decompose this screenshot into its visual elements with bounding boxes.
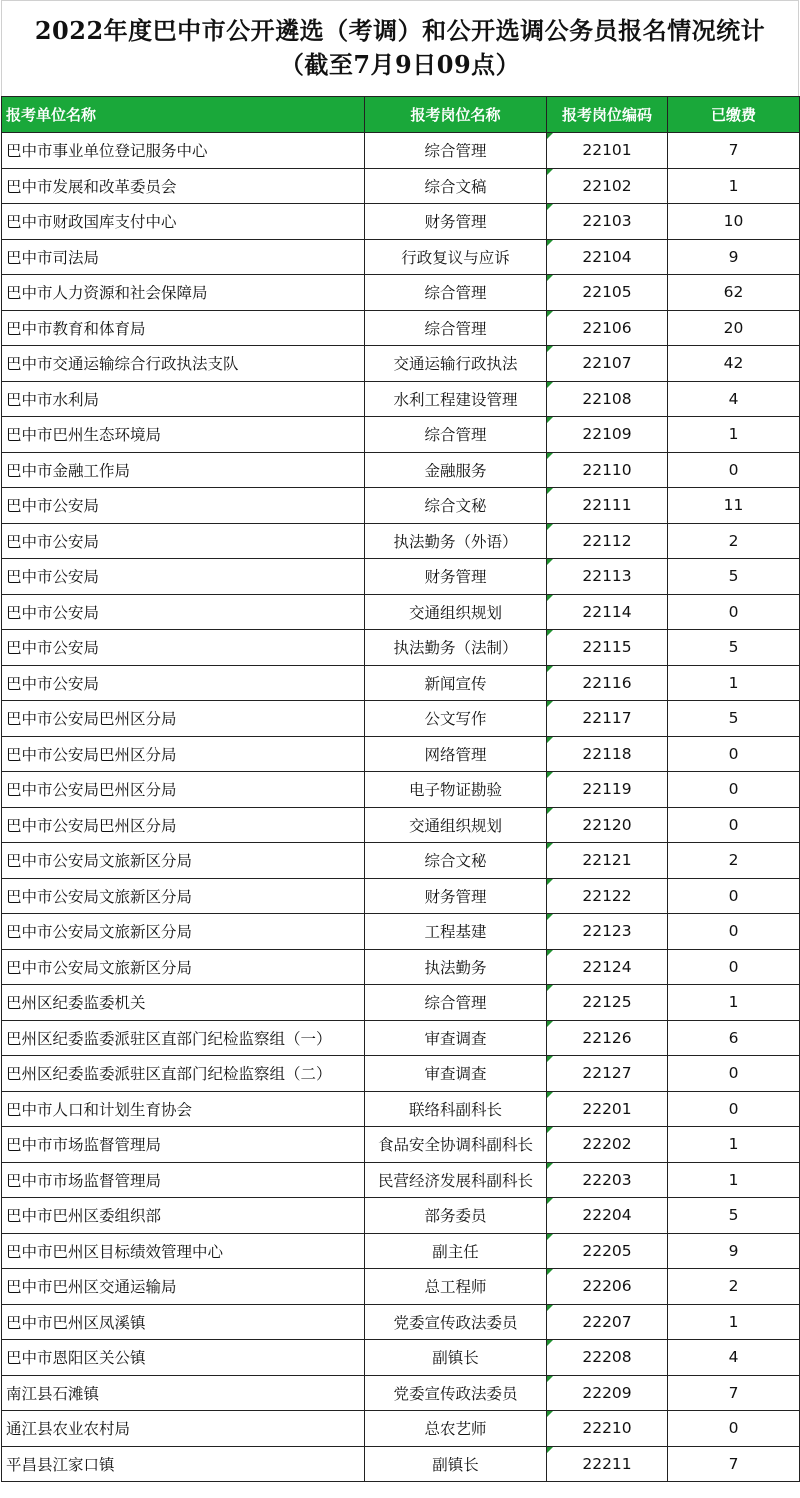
code-cell[interactable]: 22115 [547,630,668,666]
post-cell[interactable]: 行政复议与应诉 [365,239,547,275]
paid-cell[interactable]: 1 [668,985,800,1021]
paid-cell[interactable]: 62 [668,275,800,311]
post-cell[interactable]: 执法勤务（外语） [365,523,547,559]
post-cell[interactable]: 总农艺师 [365,1411,547,1447]
paid-cell[interactable]: 4 [668,381,800,417]
unit-cell[interactable]: 巴中市公安局 [2,559,365,595]
post-cell[interactable]: 工程基建 [365,914,547,950]
table-row [2,488,800,524]
post-cell[interactable]: 新闻宣传 [365,665,547,701]
code-cell[interactable]: 22210 [547,1411,668,1447]
table-row [2,310,800,346]
table-row [2,1056,800,1092]
table-row [2,559,800,595]
code-cell[interactable]: 22106 [547,310,668,346]
code-cell[interactable]: 22124 [547,949,668,985]
post-cell[interactable]: 审查调查 [365,1056,547,1092]
code-cell[interactable]: 22110 [547,452,668,488]
table-row [2,417,800,453]
table-row [2,985,800,1021]
paid-cell[interactable]: 5 [668,701,800,737]
page-title: 2022年度巴中市公开遴选（考调）和公开选调公务员报名情况统计 [34,16,766,45]
post-cell[interactable]: 审查调查 [365,1020,547,1056]
paid-cell[interactable]: 7 [668,1446,800,1482]
unit-cell[interactable]: 巴中市恩阳区关公镇 [2,1340,365,1376]
post-cell[interactable]: 交通组织规划 [365,594,547,630]
paid-cell[interactable]: 5 [668,1198,800,1234]
unit-cell[interactable]: 巴中市公安局 [2,630,365,666]
table-row [2,1198,800,1234]
post-cell[interactable]: 交通运输行政执法 [365,346,547,382]
unit-cell[interactable]: 巴中市公安局巴州区分局 [2,807,365,843]
header-post[interactable]: 报考岗位名称 [365,97,547,133]
paid-cell[interactable]: 4 [668,1340,800,1376]
post-cell[interactable]: 水利工程建设管理 [365,381,547,417]
post-cell[interactable]: 总工程师 [365,1269,547,1305]
unit-cell[interactable]: 巴中市司法局 [2,239,365,275]
code-cell[interactable]: 22119 [547,772,668,808]
code-cell[interactable]: 22202 [547,1127,668,1163]
unit-cell[interactable]: 巴中市公安局文旅新区分局 [2,949,365,985]
code-cell[interactable]: 22127 [547,1056,668,1092]
code-cell[interactable]: 22122 [547,878,668,914]
unit-cell[interactable]: 巴中市人力资源和社会保障局 [2,275,365,311]
code-cell[interactable]: 22101 [547,133,668,169]
paid-cell[interactable]: 0 [668,772,800,808]
title-block [1,0,799,96]
post-cell[interactable]: 网络管理 [365,736,547,772]
paid-cell[interactable]: 5 [668,559,800,595]
paid-cell[interactable]: 2 [668,843,800,879]
unit-cell[interactable]: 巴中市事业单位登记服务中心 [2,133,365,169]
post-cell[interactable]: 副主任 [365,1233,547,1269]
paid-cell[interactable]: 0 [668,1056,800,1092]
table-row [2,1269,800,1305]
code-cell[interactable]: 22111 [547,488,668,524]
code-cell[interactable]: 22114 [547,594,668,630]
unit-cell[interactable]: 巴中市巴州区委组织部 [2,1198,365,1234]
code-cell[interactable]: 22117 [547,701,668,737]
code-cell[interactable]: 22102 [547,168,668,204]
unit-cell[interactable]: 巴中市巴州区交通运输局 [2,1269,365,1305]
table-row [2,594,800,630]
table-row [2,204,800,240]
unit-cell[interactable]: 巴中市公安局文旅新区分局 [2,914,365,950]
post-cell[interactable]: 财务管理 [365,878,547,914]
unit-cell[interactable]: 巴中市公安局巴州区分局 [2,701,365,737]
paid-cell[interactable]: 9 [668,1233,800,1269]
table-row [2,914,800,950]
table-body [2,133,800,1482]
code-cell[interactable]: 22116 [547,665,668,701]
unit-cell[interactable]: 南江县石滩镇 [2,1375,365,1411]
post-cell[interactable]: 联络科副科长 [365,1091,547,1127]
table-row [2,168,800,204]
paid-cell[interactable]: 0 [668,736,800,772]
code-cell[interactable]: 22108 [547,381,668,417]
header-paid[interactable]: 已缴费 [668,97,800,133]
unit-cell[interactable]: 巴中市发展和改革委员会 [2,168,365,204]
code-cell[interactable]: 22104 [547,239,668,275]
unit-cell[interactable]: 平昌县江家口镇 [2,1446,365,1482]
post-cell[interactable]: 副镇长 [365,1446,547,1482]
table-row [2,1340,800,1376]
code-cell[interactable]: 22105 [547,275,668,311]
table-row [2,452,800,488]
unit-cell[interactable]: 巴中市巴州区凤溪镇 [2,1304,365,1340]
table-row [2,1375,800,1411]
registration-table [1,96,800,1482]
post-cell[interactable]: 食品安全协调科副科长 [365,1127,547,1163]
post-cell[interactable]: 财务管理 [365,559,547,595]
unit-cell[interactable]: 巴中市人口和计划生育协会 [2,1091,365,1127]
code-cell[interactable]: 22107 [547,346,668,382]
post-cell[interactable]: 金融服务 [365,452,547,488]
code-cell[interactable]: 22126 [547,1020,668,1056]
code-cell[interactable]: 22113 [547,559,668,595]
post-cell[interactable]: 综合管理 [365,133,547,169]
code-cell[interactable]: 22120 [547,807,668,843]
post-cell[interactable]: 执法勤务（法制） [365,630,547,666]
spreadsheet [1,0,799,1482]
code-cell[interactable]: 22205 [547,1233,668,1269]
paid-cell[interactable]: 1 [668,1127,800,1163]
table-row [2,1233,800,1269]
table-row [2,1304,800,1340]
paid-cell[interactable]: 1 [668,1162,800,1198]
paid-cell[interactable]: 1 [668,417,800,453]
table-row [2,736,800,772]
unit-cell[interactable]: 巴中市公安局文旅新区分局 [2,878,365,914]
code-cell[interactable]: 22103 [547,204,668,240]
post-cell[interactable]: 执法勤务 [365,949,547,985]
code-cell[interactable]: 22201 [547,1091,668,1127]
table-row [2,949,800,985]
post-cell[interactable]: 公文写作 [365,701,547,737]
unit-cell[interactable]: 巴州区纪委监委派驻区直部门纪检监察组（二） [2,1056,365,1092]
code-cell[interactable]: 22209 [547,1375,668,1411]
paid-cell[interactable]: 42 [668,346,800,382]
post-cell[interactable]: 综合文秘 [365,843,547,879]
unit-cell[interactable]: 巴中市公安局巴州区分局 [2,736,365,772]
table-row [2,133,800,169]
paid-cell[interactable]: 0 [668,949,800,985]
post-cell[interactable]: 综合文秘 [365,488,547,524]
code-cell[interactable]: 22208 [547,1340,668,1376]
code-cell[interactable]: 22204 [547,1198,668,1234]
code-cell[interactable]: 22125 [547,985,668,1021]
paid-cell[interactable]: 0 [668,914,800,950]
post-cell[interactable]: 副镇长 [365,1340,547,1376]
unit-cell[interactable]: 巴中市市场监督管理局 [2,1162,365,1198]
paid-cell[interactable]: 0 [668,594,800,630]
unit-cell[interactable]: 巴中市教育和体育局 [2,310,365,346]
header-row [2,97,800,133]
paid-cell[interactable]: 6 [668,1020,800,1056]
code-cell[interactable]: 22118 [547,736,668,772]
paid-cell[interactable]: 1 [668,665,800,701]
paid-cell[interactable]: 2 [668,1269,800,1305]
table-row [2,381,800,417]
code-cell[interactable]: 22203 [547,1162,668,1198]
code-cell[interactable]: 22109 [547,417,668,453]
table-row [2,275,800,311]
unit-cell[interactable]: 巴州区纪委监委派驻区直部门纪检监察组（一） [2,1020,365,1056]
unit-cell[interactable]: 巴中市公安局 [2,594,365,630]
unit-cell[interactable]: 巴中市巴州生态环境局 [2,417,365,453]
unit-cell[interactable]: 巴中市财政国库支付中心 [2,204,365,240]
code-cell[interactable]: 22211 [547,1446,668,1482]
table-row [2,772,800,808]
table-row [2,665,800,701]
code-cell[interactable]: 22121 [547,843,668,879]
post-cell[interactable]: 综合管理 [365,417,547,453]
unit-cell[interactable]: 通江县农业农村局 [2,1411,365,1447]
table-row [2,701,800,737]
unit-cell[interactable]: 巴中市公安局 [2,523,365,559]
table-row [2,878,800,914]
code-cell[interactable]: 22123 [547,914,668,950]
table-row [2,1091,800,1127]
post-cell[interactable]: 党委宣传政法委员 [365,1375,547,1411]
table-row [2,1127,800,1163]
table-row [2,1446,800,1482]
code-cell[interactable]: 22207 [547,1304,668,1340]
post-cell[interactable]: 综合管理 [365,310,547,346]
unit-cell[interactable]: 巴州区纪委监委机关 [2,985,365,1021]
unit-cell[interactable]: 巴中市水利局 [2,381,365,417]
paid-cell[interactable]: 1 [668,1304,800,1340]
paid-cell[interactable]: 7 [668,1375,800,1411]
header-code[interactable]: 报考岗位编码 [547,97,668,133]
page-subtitle: （截至7月9日09点） [279,50,521,79]
unit-cell[interactable]: 巴中市交通运输综合行政执法支队 [2,346,365,382]
paid-cell[interactable]: 0 [668,1091,800,1127]
unit-cell[interactable]: 巴中市市场监督管理局 [2,1127,365,1163]
table-row [2,1020,800,1056]
post-cell[interactable]: 财务管理 [365,204,547,240]
post-cell[interactable]: 综合管理 [365,985,547,1021]
paid-cell[interactable]: 0 [668,452,800,488]
paid-cell[interactable]: 0 [668,878,800,914]
table-row [2,1411,800,1447]
unit-cell[interactable]: 巴中市公安局巴州区分局 [2,772,365,808]
table-row [2,807,800,843]
header-unit[interactable]: 报考单位名称 [2,97,365,133]
post-cell[interactable]: 民营经济发展科副科长 [365,1162,547,1198]
paid-cell[interactable]: 1 [668,168,800,204]
table-row [2,1162,800,1198]
table-row [2,346,800,382]
paid-cell[interactable]: 2 [668,523,800,559]
post-cell[interactable]: 电子物证勘验 [365,772,547,808]
code-cell[interactable]: 22112 [547,523,668,559]
post-cell[interactable]: 部务委员 [365,1198,547,1234]
post-cell[interactable]: 综合管理 [365,275,547,311]
unit-cell[interactable]: 巴中市公安局 [2,488,365,524]
code-cell[interactable]: 22206 [547,1269,668,1305]
paid-cell[interactable]: 11 [668,488,800,524]
paid-cell[interactable]: 0 [668,1411,800,1447]
paid-cell[interactable]: 7 [668,133,800,169]
paid-cell[interactable]: 9 [668,239,800,275]
table-row [2,239,800,275]
unit-cell[interactable]: 巴中市公安局文旅新区分局 [2,843,365,879]
post-cell[interactable]: 综合文稿 [365,168,547,204]
paid-cell[interactable]: 10 [668,204,800,240]
paid-cell[interactable]: 0 [668,807,800,843]
unit-cell[interactable]: 巴中市巴州区目标绩效管理中心 [2,1233,365,1269]
post-cell[interactable]: 交通组织规划 [365,807,547,843]
table-row [2,843,800,879]
table-row [2,523,800,559]
paid-cell[interactable]: 5 [668,630,800,666]
post-cell[interactable]: 党委宣传政法委员 [365,1304,547,1340]
table-row [2,630,800,666]
unit-cell[interactable]: 巴中市公安局 [2,665,365,701]
unit-cell[interactable]: 巴中市金融工作局 [2,452,365,488]
paid-cell[interactable]: 20 [668,310,800,346]
